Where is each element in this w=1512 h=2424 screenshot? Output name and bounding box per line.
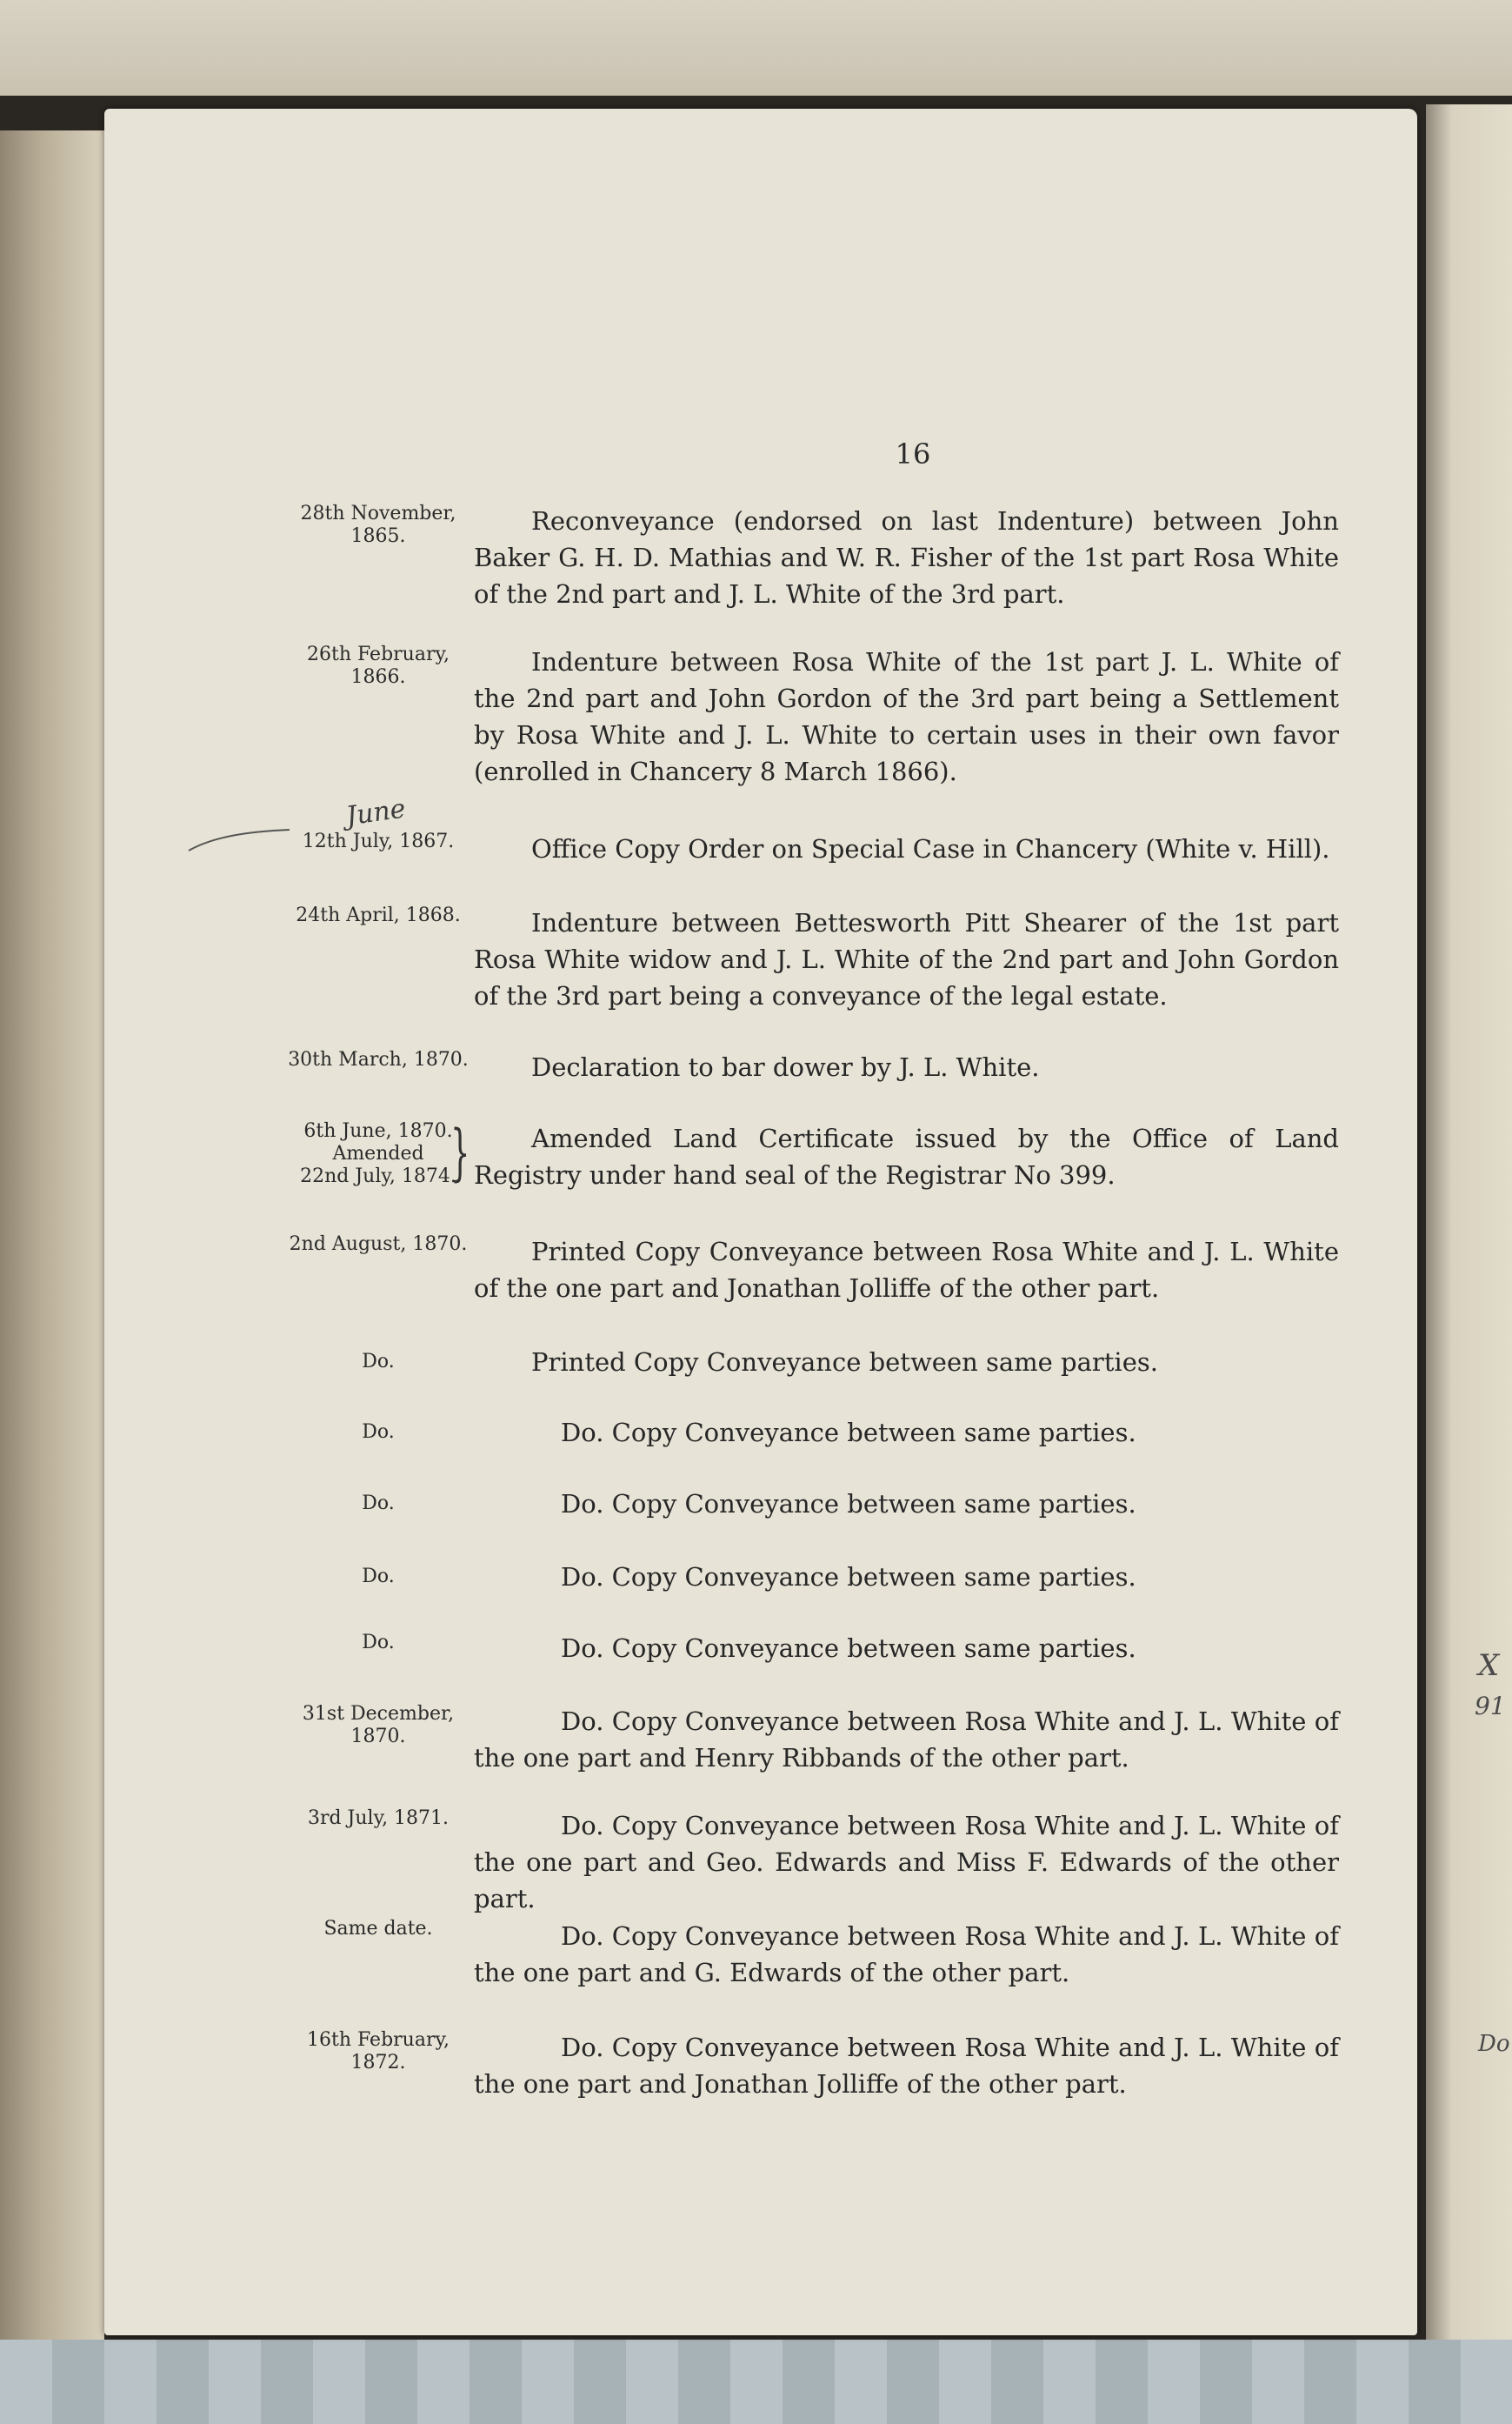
date-line: Amended <box>332 1143 424 1165</box>
entry-date <box>278 1421 478 1444</box>
page-number: 16 <box>895 437 931 471</box>
entry-date <box>278 644 478 689</box>
entry-text: Do. Copy Conveyance between Rosa White and J. L. White of the one part and Jonathan Jolliffe of the other part. <box>474 2033 1339 2099</box>
entry-date <box>278 1117 478 1188</box>
entry-date <box>278 1049 478 1072</box>
date-line: 1872. <box>350 2052 406 2073</box>
pencil-mark <box>187 828 291 854</box>
backdrop-bottom <box>0 2340 1512 2424</box>
entry-text: Do. Copy Conveyance between same parties. <box>561 1562 1136 1592</box>
entry-date <box>278 1807 478 1830</box>
entry-text: Do. Copy Conveyance between Rosa White and J. L. White of the one part and Henry Ribbands of the other part. <box>474 1706 1339 1773</box>
entry-text: Office Copy Order on Special Case in Chancery (White v. Hill). <box>531 834 1330 864</box>
date-line: 22nd July, 1874. <box>300 1165 456 1187</box>
date-line: 24th April, 1868. <box>296 905 461 926</box>
entry-date <box>278 831 478 853</box>
entry-text: Do. Copy Conveyance between same parties. <box>561 1633 1136 1663</box>
brace-glyph: } <box>450 1117 470 1188</box>
entry-date <box>278 503 478 548</box>
date-line: 1865. <box>350 525 406 547</box>
date-line: 3rd July, 1871. <box>307 1807 450 1829</box>
entry-text: Do. Copy Conveyance between Rosa White and J. L. White of the one part and G. Edwards of the other part. <box>474 1921 1339 1987</box>
date-line: Do. <box>362 1632 395 1653</box>
document-page <box>104 109 1417 2335</box>
date-line: 1870. <box>350 1726 406 1747</box>
entry-date <box>278 1566 478 1588</box>
entry-text: Printed Copy Conveyance between Rosa White and J. L. White of the one part and Jonathan Jolliffe of the other part. <box>474 1237 1339 1303</box>
entry-text: Printed Copy Conveyance between same parties. <box>531 1347 1158 1377</box>
handwritten-correction: June <box>343 793 408 832</box>
adjacent-page-right <box>1426 104 1512 2340</box>
entry-date <box>278 1233 478 1256</box>
margin-note: Do <box>1478 2031 1510 2057</box>
margin-note: 91 <box>1475 1692 1506 1720</box>
entry-text: Do. Copy Conveyance between same parties. <box>561 1418 1136 1447</box>
date-line: Do. <box>362 1566 395 1587</box>
entry-text: Indenture between Rosa White of the 1st part J. L. White of the 2nd part and John Gordon of the 3rd part being a Settlement by Rosa White and J. L. White to certain uses in their own favor (enrolled in Chancery 8 March 1866). <box>474 647 1339 786</box>
date-line: 30th March, 1870. <box>288 1049 469 1071</box>
date-line: Do. <box>362 1421 395 1443</box>
entry-date <box>278 1632 478 1654</box>
entry-text: Indenture between Bettesworth Pitt Shearer of the 1st part Rosa White widow and J. L. White of the 2nd part and John Gordon of the 3rd part being a conveyance of the legal estate. <box>474 908 1339 1011</box>
entry-text: Do. Copy Conveyance between Rosa White and J. L. White of the one part and Geo. Edwards and Miss F. Edwards of the other part. <box>474 1811 1339 1913</box>
date-line: 16th February, <box>307 2029 450 2051</box>
date-line: Do. <box>362 1492 395 1514</box>
entry-date <box>278 1703 478 1748</box>
page-stack-left <box>0 130 104 2374</box>
date-line: Same date. <box>323 1918 433 1940</box>
date-line: Do. <box>362 1351 395 1372</box>
entry-date <box>278 1492 478 1515</box>
entry-text: Do. Copy Conveyance between same parties. <box>561 1489 1136 1519</box>
date-line: 12th July, 1867. <box>302 831 455 852</box>
date-line: 28th November, <box>300 503 456 524</box>
backdrop-top <box>0 0 1512 96</box>
entry-date <box>278 1918 478 1940</box>
date-line: 26th February, <box>307 644 450 665</box>
margin-note: X <box>1478 1648 1500 1683</box>
entry-text: Reconveyance (endorsed on last Indenture) between John Baker G. H. D. Mathias and W. R. Fisher of the 1st part Rosa White of the 2nd part and J. L. White of the 3rd part. <box>474 506 1339 609</box>
entry-date <box>278 905 478 927</box>
date-line: 1866. <box>350 666 406 688</box>
date-line: 31st December, <box>302 1703 455 1725</box>
entry-text: Declaration to bar dower by J. L. White. <box>531 1052 1040 1082</box>
entry-text: Amended Land Certificate issued by the Office of Land Registry under hand seal of the Registrar No 399. <box>474 1124 1339 1190</box>
entry-date <box>278 2029 478 2074</box>
date-line: 2nd August, 1870. <box>289 1233 468 1255</box>
entry-date <box>278 1351 478 1373</box>
date-line: 6th June, 1870. <box>303 1120 453 1142</box>
